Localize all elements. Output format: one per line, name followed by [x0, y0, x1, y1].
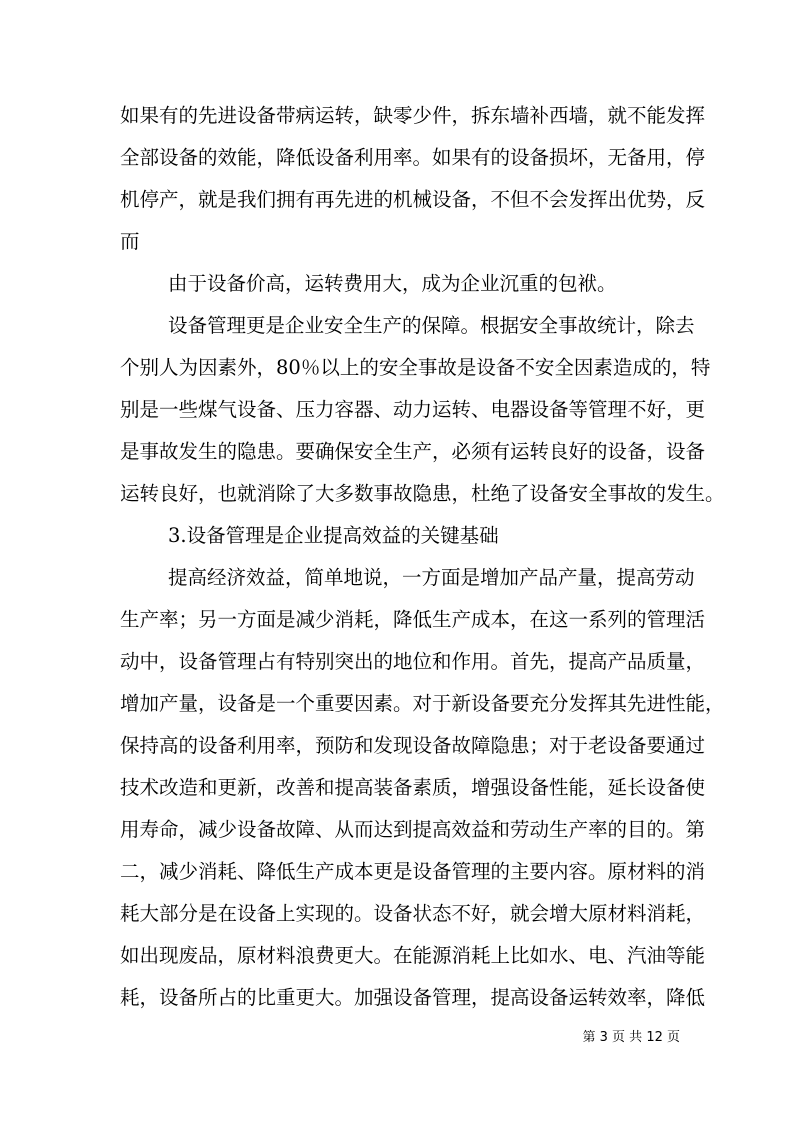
paragraph-line: 全部设备的效能，降低设备利用率。如果有的设备损坏，无备用，停 [120, 146, 706, 169]
paragraph-line: 用寿命，减少设备故障、从而达到提高效益和劳动生产率的目的。第 [120, 818, 706, 841]
paragraph-line: 生产率；另一方面是减少消耗，降低生产成本，在这一系列的管理活 [120, 608, 706, 631]
paragraph-line: 而 [120, 230, 140, 253]
paragraph-line: 由于设备价高，运转费用大，成为企业沉重的包袱。 [168, 272, 617, 295]
paragraph-line: 二，减少消耗、降低生产成本更是设备管理的主要内容。原材料的消 [120, 860, 706, 883]
paragraph-line: 增加产量，设备是一个重要因素。对于新设备要充分发挥其先进性能， [120, 692, 725, 715]
paragraph-line: 设备管理更是企业安全生产的保障。根据安全事故统计，除去 [168, 314, 695, 337]
paragraph-line: 个别人为因素外，80％以上的安全事故是设备不安全因素造成的，特 [120, 356, 711, 379]
paragraph-line: 别是一些煤气设备、压力容器、动力运转、电器设备等管理不好，更 [120, 398, 706, 421]
paragraph-line: 耗，设备所占的比重更大。加强设备管理，提高设备运转效率，降低 [120, 986, 706, 1009]
paragraph-line: 如出现废品，原材料浪费更大。在能源消耗上比如水、电、汽油等能 [120, 944, 706, 967]
paragraph-line: 保持高的设备利用率，预防和发现设备故障隐患；对于老设备要通过 [120, 734, 706, 757]
paragraph-line: 如果有的先进设备带病运转，缺零少件，拆东墙补西墙，就不能发挥 [120, 104, 706, 127]
paragraph-line: 技术改造和更新，改善和提高装备素质，增强设备性能，延长设备使 [120, 776, 706, 799]
paragraph-line: 机停产，就是我们拥有再先进的机械设备，不但不会发挥出优势，反 [120, 188, 706, 211]
paragraph-line: 是事故发生的隐患。要确保安全生产，必须有运转良好的设备，设备 [120, 440, 706, 463]
page-number-footer: 第 3 页 共 12 页 [582, 1030, 680, 1045]
paragraph-line: 提高经济效益，简单地说，一方面是增加产品产量，提高劳动 [168, 566, 695, 589]
paragraph-line: 耗大部分是在设备上实现的。设备状态不好，就会增大原材料消耗， [120, 902, 706, 925]
paragraph-line: 运转良好，也就消除了大多数事故隐患，杜绝了设备安全事故的发生。 [120, 482, 725, 505]
paragraph-line: 动中，设备管理占有特别突出的地位和作用。首先，提高产品质量， [120, 650, 706, 673]
section-heading: 3.设备管理是企业提高效益的关键基础 [168, 524, 499, 547]
